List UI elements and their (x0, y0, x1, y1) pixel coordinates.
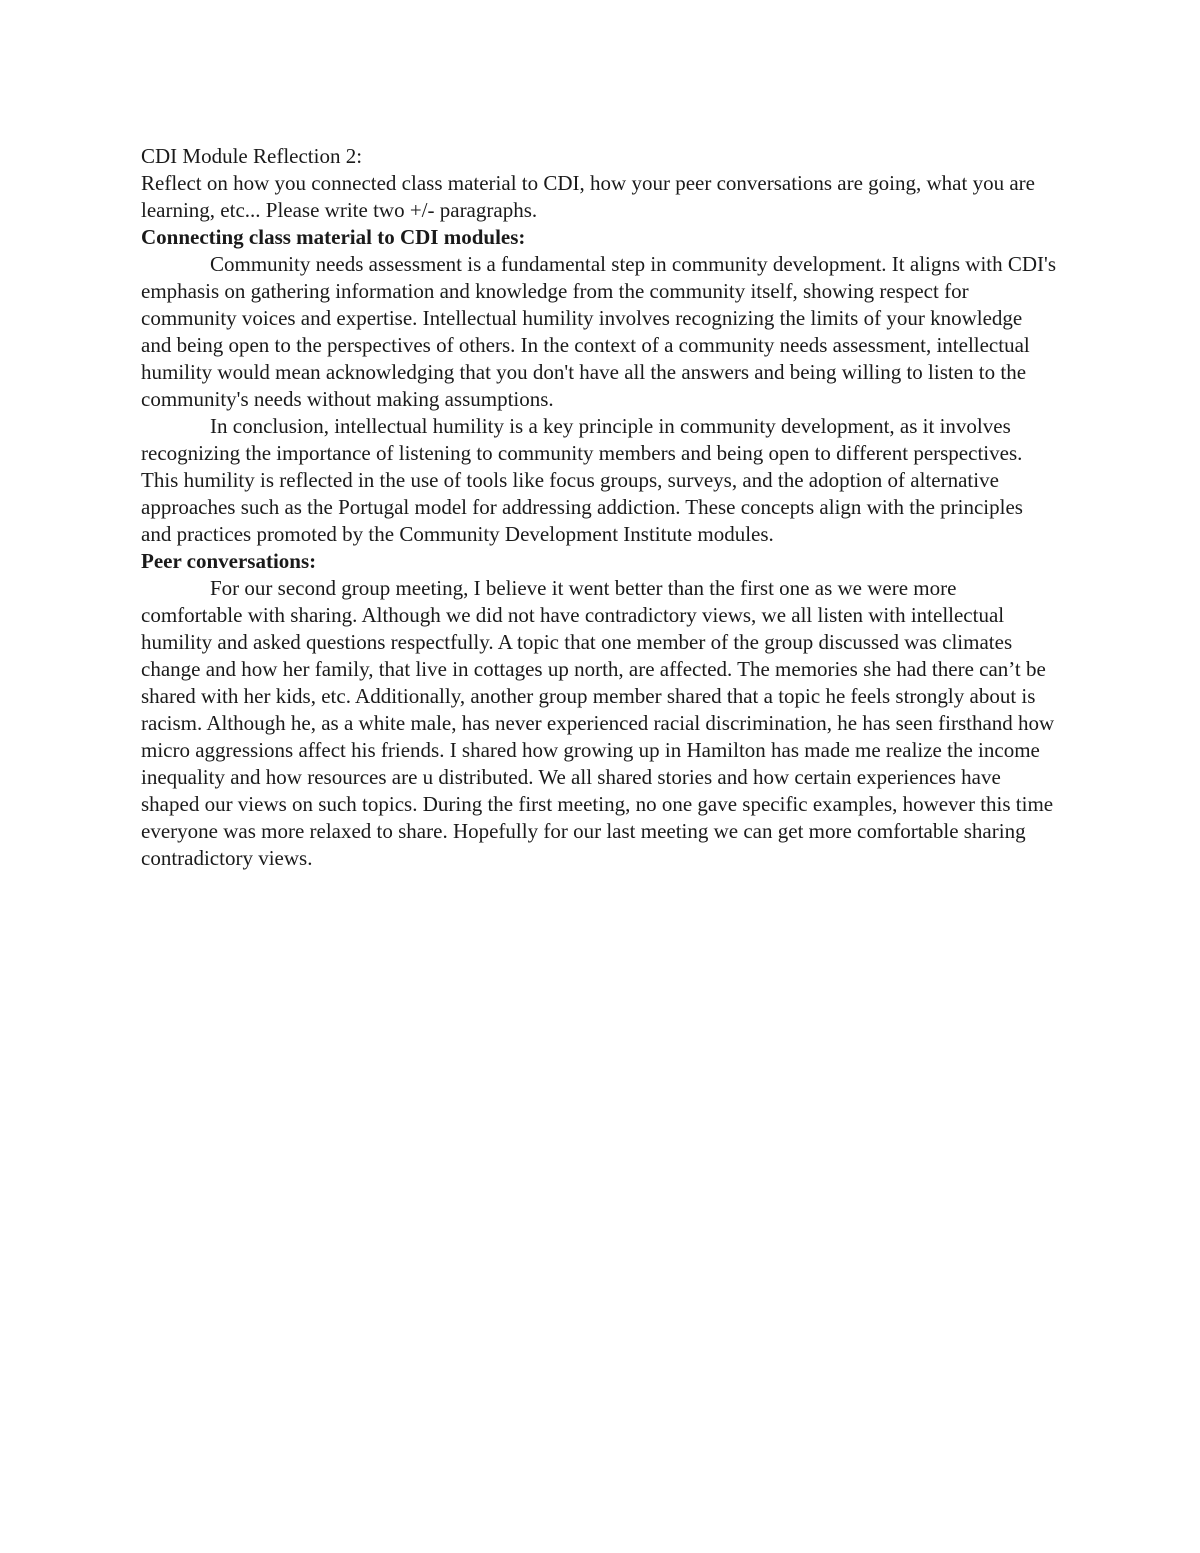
document-body (141, 143, 1056, 872)
section-heading-peer-conversations: Peer conversations: (141, 549, 317, 573)
paragraph-conclusion: In conclusion, intellectual humility is a key principle in community development, as it involves recognizing the importance of listening to community members and being open to different perspectives. This humility is reflected in the use of tools like focus groups, surveys, and the adoption of alternative approaches such as the Portugal model for addressing addiction. These concepts align with the principles and practices promoted by the Community Development Institute modules. (141, 414, 1023, 546)
section-heading-connecting-class-material: Connecting class material to CDI modules: (141, 225, 526, 249)
paragraph-peer-conversations: For our second group meeting, I believe it went better than the first one as we were more comfortable with sharing. Although we did not have contradictory views, we all listen with intellectual humility and asked questions respectfully. A topic that one member of the group discussed was climates change and how her family, that live in cottages up north, are affected. The memories she had there can’t be shared with her kids, etc. Additionally, another group member shared that a topic he feels strongly about is racism. Although he, as a white male, has never experienced racial discrimination, he has seen firsthand how micro aggressions affect his friends. I shared how growing up in Hamilton has made me realize the income inequality and how resources are u distributed. We all shared stories and how certain experiences have shaped our views on such topics. During the first meeting, no one gave specific examples, however this time everyone was more relaxed to share. Hopefully for our last meeting we can get more comfortable sharing contradictory views. (141, 576, 1055, 870)
paragraph-community-needs-assessment: Community needs assessment is a fundamental step in community development. It aligns with CDI's emphasis on gathering information and knowledge from the community itself, showing respect for community voices and expertise. Intellectual humility involves recognizing the limits of your knowledge and being open to the perspectives of others. In the context of a community needs assessment, intellectual humility would mean acknowledging that you don't have all the answers and being willing to listen to the community's needs without making assumptions. (141, 252, 1056, 411)
assignment-prompt: Reflect on how you connected class material to CDI, how your peer conversations are going, what you are learning, etc... Please write two +/- paragraphs. (141, 171, 1035, 222)
document-title: CDI Module Reflection 2: (141, 144, 363, 168)
